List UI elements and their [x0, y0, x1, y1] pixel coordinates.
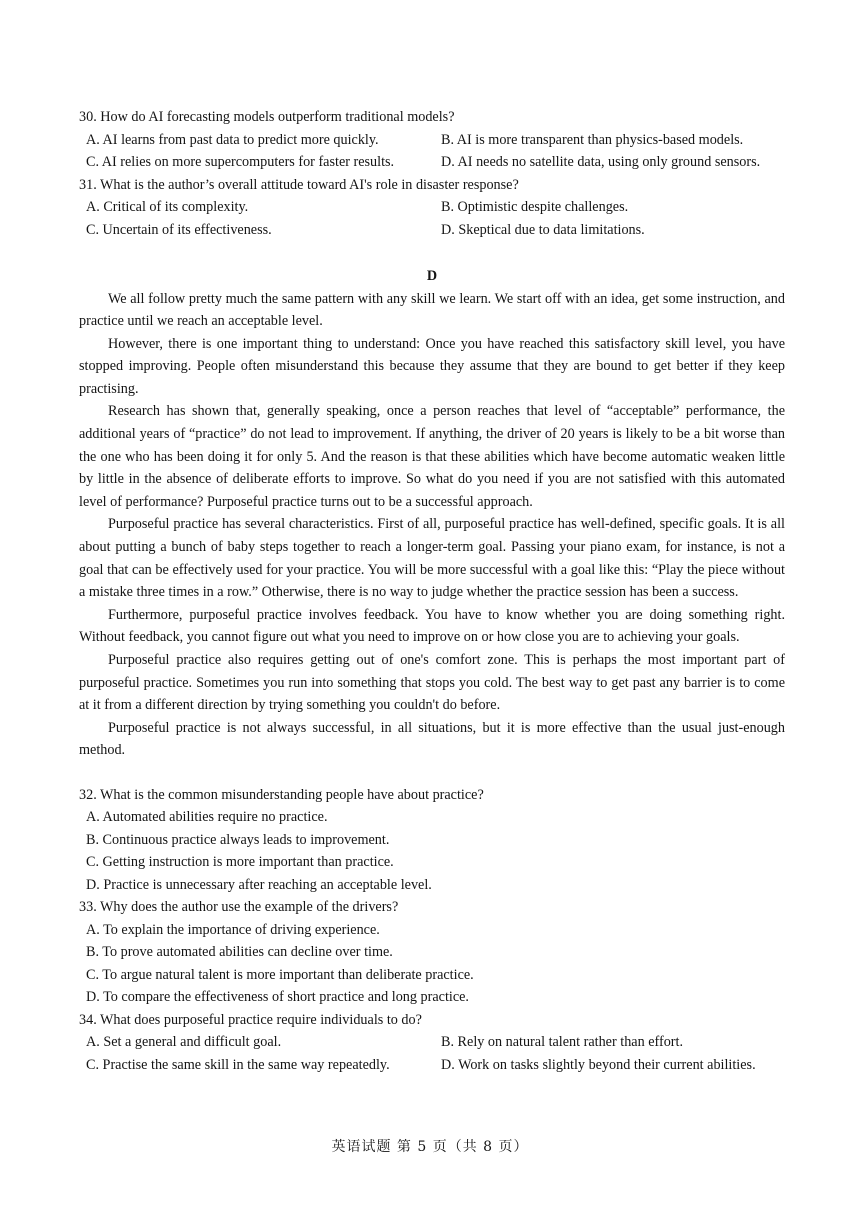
passage-paragraph: We all follow pretty much the same pattern with any skill we learn. We start off with an idea, get some instruction, and practice until we reach an acceptable level. [79, 290, 785, 330]
option-c: C. Uncertain of its effectiveness. [86, 221, 272, 238]
option-d: D. Practice is unnecessary after reaching an acceptable level. [86, 876, 432, 893]
question-stem: 32. What is the common misunderstanding people have about practice? [79, 786, 484, 803]
passage-paragraph: Furthermore, purposeful practice involves feedback. You have to know whether you are doing something right. Without feedback, you cannot figure out what you need to improve on or how close you are to achieving your goals. [79, 606, 785, 646]
option-a: A. Critical of its complexity. [86, 199, 249, 215]
question-stem: 31. What is the author’s overall attitude toward AI's role in disaster response? [79, 176, 519, 193]
option-a: A. To explain the importance of driving experience. [86, 921, 380, 938]
passage-paragraph: Research has shown that, generally speaking, once a person reaches that level of “acceptable” performance, the additional years of “practice” do not lead to improvement. If anything, the driver of 20 years is likely to be a bit worse than the one who has been doing it for only 5. And the reason is that these abilities which have become automatic weaken little by little in the absence of deliberate efforts to improve. So what do you need if you are not satisfied with this automated level of performance? Purposeful practice turns out to be a successful approach. [79, 403, 785, 510]
passage-paragraph: Purposeful practice is not always successful, in all situations, but it is more effective than the usual just-enough method. [79, 719, 785, 759]
passage-paragraph: Purposeful practice has several characteristics. First of all, purposeful practice has well-defined, specific goals. It is all about putting a bunch of baby steps together to reach a longer-term goal. Passing your piano exam, for instance, is not a goal that can be effectively used for your practice. You will be more successful with a goal like this: “Play the piece without a mistake three times in a row.” Otherwise, there is no way to judge whether the practice session has been a success. [79, 516, 785, 601]
option-row [79, 1031, 785, 1054]
section-title: D [426, 268, 438, 284]
option-row [79, 219, 785, 242]
question-31 [79, 174, 785, 242]
passage-paragraph: Purposeful practice also requires getting out of one's comfort zone. This is perhaps the most important part of purposeful practice. Sometimes you run into something that stops you cold. The best way to get past any barrier is to come at it from a different direction by trying something you couldn't do before. [79, 652, 785, 714]
question-33 [79, 896, 785, 1009]
question-stem: 34. What does purposeful practice require individuals to do? [79, 1011, 422, 1028]
question-30 [79, 106, 785, 174]
option-c: C. Getting instruction is more important than practice. [86, 854, 394, 871]
option-b: B. To prove automated abilities can decline over time. [86, 944, 393, 961]
question-34 [79, 1009, 785, 1077]
option-d: D. AI needs no satellite data, using only ground sensors. [441, 154, 761, 170]
option-b: B. Continuous practice always leads to improvement. [86, 831, 390, 848]
question-group [79, 784, 785, 1077]
option-c: C. To argue natural talent is more important than deliberate practice. [86, 966, 474, 983]
option-b: B. Optimistic despite challenges. [441, 199, 629, 215]
option-row [79, 196, 785, 219]
reading-passage [79, 288, 785, 762]
question-stem: 33. Why does the author use the example of the drivers? [79, 899, 399, 916]
option-a: A. AI learns from past data to predict more quickly. [86, 131, 379, 148]
option-row [79, 1054, 785, 1077]
option-a: A. Automated abilities require no practice. [86, 809, 328, 826]
question-stem: 30. How do AI forecasting models outperform traditional models? [79, 109, 455, 125]
option-row [79, 129, 785, 152]
option-a: A. Set a general and difficult goal. [86, 1034, 282, 1051]
option-d: D. To compare the effectiveness of short practice and long practice. [86, 989, 469, 1006]
option-d: D. Skeptical due to data limitations. [441, 221, 645, 238]
option-b: B. AI is more transparent than physics-based models. [441, 131, 744, 148]
option-d: D. Work on tasks slightly beyond their current abilities. [441, 1056, 756, 1073]
question-32 [79, 784, 785, 897]
page-content [79, 106, 785, 1076]
option-c: C. AI relies on more supercomputers for faster results. [86, 154, 395, 170]
page-footer: 英语试题 第 5 页（共 8 页） [331, 1139, 529, 1155]
option-row [79, 151, 785, 174]
option-c: C. Practise the same skill in the same way repeatedly. [86, 1056, 390, 1073]
passage-paragraph: However, there is one important thing to understand: Once you have reached this satisfactory skill level, you have stopped improving. People often misunderstand this because they assume that they are bound to get better if they keep practising. [79, 335, 785, 397]
option-b: B. Rely on natural talent rather than effort. [441, 1034, 684, 1051]
